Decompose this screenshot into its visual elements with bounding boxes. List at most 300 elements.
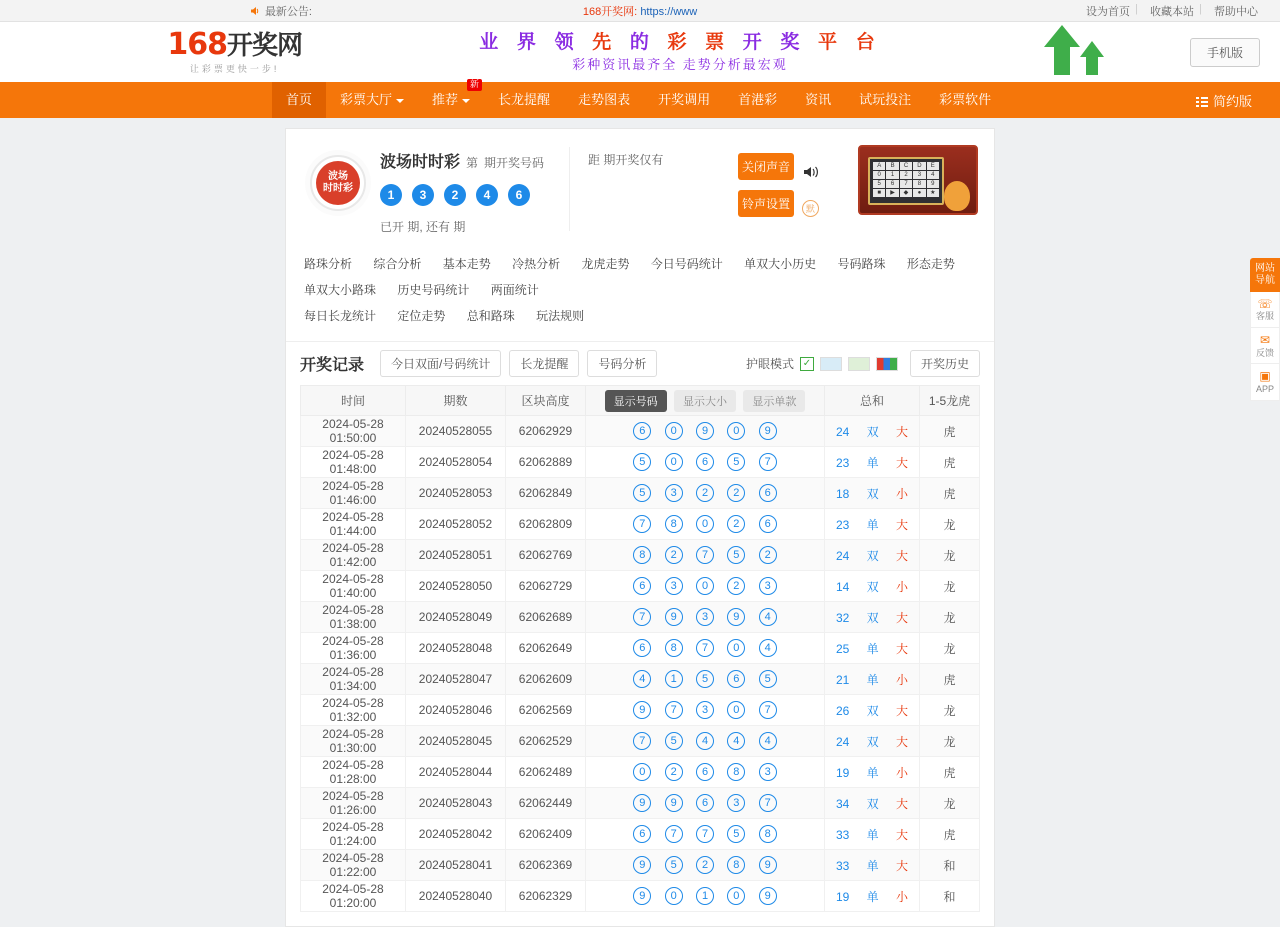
speaker-icon[interactable] [802, 164, 820, 180]
cell-numbers [586, 509, 825, 540]
size-value: 小 [896, 889, 909, 904]
pill-dragon-alert[interactable]: 长龙提醒 [509, 350, 579, 377]
cell-issue: 20240528046 [406, 695, 506, 726]
cell-issue: 20240528045 [406, 726, 506, 757]
cell-dragon-tiger: 和 [920, 850, 980, 881]
odd-even-value: 双 [866, 548, 879, 563]
result-ball: 5 [727, 546, 745, 564]
banner-char-9: 平 [818, 30, 844, 53]
nav-label: 彩票大厅 [340, 92, 393, 107]
result-ball: 9 [633, 856, 651, 874]
promo-cell: ● [913, 189, 925, 197]
record-table [300, 385, 980, 912]
sum-value: 33 [835, 827, 850, 842]
cell-time: 2024-05-28 01:48:00 [301, 447, 406, 478]
result-ball: 9 [759, 422, 777, 440]
cell-height: 62062409 [506, 819, 586, 850]
cell-height: 62062689 [506, 602, 586, 633]
result-ball: 7 [665, 825, 683, 843]
size-value: 大 [896, 455, 909, 470]
size-value: 小 [896, 579, 909, 594]
result-ball: 2 [665, 546, 683, 564]
promo-cell: ★ [927, 189, 939, 197]
table-row[interactable] [301, 447, 980, 478]
result-ball: 1 [696, 887, 714, 905]
result-ball: 6 [633, 422, 651, 440]
result-ball: 6 [759, 515, 777, 533]
dock-item-service[interactable] [1250, 292, 1280, 328]
draw-ball: 3 [412, 184, 434, 206]
header-banner [320, 31, 1040, 74]
help-center-link[interactable]: 帮助中心 [1214, 5, 1258, 18]
banner-char-6: 票 [705, 30, 731, 53]
nav-label: 长龙提醒 [498, 92, 551, 107]
result-ball: 6 [696, 763, 714, 781]
cell-time: 2024-05-28 01:26:00 [301, 788, 406, 819]
promo-cell: 1 [886, 171, 898, 179]
cell-dragon-tiger: 虎 [920, 664, 980, 695]
cell-numbers [586, 602, 825, 633]
link-history-number-stats[interactable]: 历史号码统计 [397, 283, 470, 297]
eye-mode-label: 护眼模式 [745, 357, 794, 371]
cell-numbers [586, 695, 825, 726]
link-basic-trend[interactable]: 基本走势 [442, 257, 491, 271]
cell-sum [825, 664, 920, 695]
cell-dragon-tiger: 龙 [920, 726, 980, 757]
theme-swatch-green[interactable] [848, 357, 870, 371]
odd-even-value: 双 [866, 424, 879, 439]
table-head [301, 386, 980, 416]
size-value: 大 [896, 796, 909, 811]
promo-banner[interactable] [858, 145, 978, 215]
result-ball: 8 [727, 763, 745, 781]
table-row[interactable] [301, 757, 980, 788]
result-ball: 1 [665, 670, 683, 688]
theme-swatch-blue[interactable] [820, 357, 842, 371]
theme-swatch-color[interactable] [876, 357, 898, 371]
sum-value: 26 [835, 703, 850, 718]
nav-label: 资讯 [805, 92, 832, 107]
toggle-show-numbers[interactable]: 显示号码 [605, 390, 667, 412]
table-row[interactable] [301, 509, 980, 540]
result-ball: 6 [696, 794, 714, 812]
result-ball: 8 [665, 515, 683, 533]
nav-label: 彩票软件 [939, 92, 992, 107]
result-ball: 6 [759, 484, 777, 502]
result-ball: 9 [665, 608, 683, 626]
announcement-text [312, 3, 968, 19]
nav-item-dragon-alert[interactable] [484, 82, 564, 118]
cell-numbers [586, 757, 825, 788]
result-ball: 3 [696, 701, 714, 719]
cell-time: 2024-05-28 01:24:00 [301, 819, 406, 850]
cell-numbers [586, 416, 825, 447]
cell-height: 62062649 [506, 633, 586, 664]
nav-item-software[interactable] [925, 82, 1005, 118]
topbar-links [968, 3, 1268, 19]
result-ball: 0 [696, 577, 714, 595]
cell-numbers [586, 540, 825, 571]
promo-cell: 6 [886, 180, 898, 188]
result-ball: 4 [759, 732, 777, 750]
nav-item-lottery-hall[interactable] [326, 82, 418, 118]
nav-item-home[interactable] [272, 82, 326, 118]
banner-char-4: 的 [629, 30, 655, 53]
dock-item-app[interactable] [1250, 364, 1280, 400]
size-value: 大 [896, 734, 909, 749]
dock-nav-line1: 网站 [1255, 263, 1275, 274]
result-ball: 3 [759, 763, 777, 781]
check-icon[interactable]: ✓ [800, 357, 814, 371]
banner-char-2: 领 [554, 30, 580, 53]
result-ball: 6 [633, 639, 651, 657]
result-ball: 0 [665, 453, 683, 471]
nav-item-api[interactable] [644, 82, 724, 118]
lottery-detail [380, 143, 565, 235]
cell-time: 2024-05-28 01:30:00 [301, 726, 406, 757]
cell-height: 62062369 [506, 850, 586, 881]
banner-char-8: 奖 [780, 30, 806, 53]
cell-height: 62062889 [506, 447, 586, 478]
promo-cell: 9 [927, 180, 939, 188]
cell-issue: 20240528043 [406, 788, 506, 819]
arrow-graphic [1040, 23, 1110, 81]
cell-dragon-tiger: 龙 [920, 695, 980, 726]
cell-sum [825, 571, 920, 602]
result-ball: 7 [759, 701, 777, 719]
dock-item-feedback[interactable] [1250, 328, 1280, 364]
cell-numbers [586, 478, 825, 509]
odd-even-value: 双 [866, 796, 879, 811]
result-ball: 0 [727, 639, 745, 657]
result-ball: 9 [727, 608, 745, 626]
promo-cell: ▶ [886, 189, 898, 197]
cell-time: 2024-05-28 01:44:00 [301, 509, 406, 540]
lottery-logo-line1: 波场 [328, 171, 348, 182]
lottery-logo [310, 155, 366, 211]
sound-off-row [738, 153, 858, 190]
result-ball: 5 [759, 670, 777, 688]
cell-sum [825, 726, 920, 757]
announcement-left [12, 3, 312, 19]
sum-value: 33 [835, 858, 850, 873]
link-hot-cold-analysis[interactable]: 冷热分析 [512, 257, 561, 271]
nav-label: 首页 [286, 92, 313, 107]
cell-height: 62062729 [506, 571, 586, 602]
result-ball: 2 [727, 484, 745, 502]
main-card [285, 128, 995, 927]
nav-item-trend-chart[interactable] [564, 82, 644, 118]
result-ball: 3 [727, 794, 745, 812]
cell-height: 62062329 [506, 881, 586, 912]
logo-area[interactable] [20, 26, 320, 75]
banner-char-10: 台 [855, 30, 881, 53]
cell-time: 2024-05-28 01:34:00 [301, 664, 406, 695]
table-row[interactable] [301, 726, 980, 757]
link-dragon-tiger-trend[interactable]: 龙虎走势 [581, 257, 630, 271]
table-row[interactable] [301, 819, 980, 850]
banner-char-7: 开 [742, 30, 768, 53]
mascot-icon [944, 181, 970, 211]
promo-cell: ■ [873, 189, 885, 197]
nav-item-recommend[interactable] [418, 79, 484, 118]
nav-item-news[interactable] [791, 82, 845, 118]
size-value: 小 [896, 765, 909, 780]
cell-numbers [586, 881, 825, 912]
dock-nav-button[interactable] [1250, 258, 1280, 292]
nav-label: 推荐 [432, 92, 459, 107]
promo-cell: C [900, 162, 912, 170]
promo-cell: 3 [913, 171, 925, 179]
toggle-show-odd-even[interactable]: 显示单款 [743, 390, 805, 412]
bookmark-link[interactable]: 收藏本站 | [1150, 3, 1204, 19]
headset-icon: ☏ [1257, 297, 1273, 311]
cell-sum [825, 447, 920, 478]
result-ball: 7 [759, 794, 777, 812]
mute-badge-icon[interactable]: 默 [802, 200, 819, 217]
col-numbers [586, 386, 825, 416]
result-ball: 2 [727, 577, 745, 595]
result-ball: 7 [696, 825, 714, 843]
cell-dragon-tiger: 龙 [920, 633, 980, 664]
mobile-version-button[interactable]: 手机版 [1190, 38, 1260, 67]
link-today-number-stats[interactable]: 今日号码统计 [650, 257, 723, 271]
promo-cell: B [886, 162, 898, 170]
grid-icon [1196, 95, 1208, 105]
cell-dragon-tiger: 龙 [920, 571, 980, 602]
cell-sum [825, 757, 920, 788]
draw-ball: 2 [444, 184, 466, 206]
logo-main [167, 26, 302, 62]
size-value: 大 [896, 424, 909, 439]
cell-issue: 20240528044 [406, 757, 506, 788]
link-position-trend[interactable]: 定位走势 [397, 309, 446, 323]
toggle-show-size[interactable]: 显示大小 [674, 390, 736, 412]
header-right [1110, 38, 1260, 67]
link-comprehensive-analysis[interactable]: 综合分析 [373, 257, 422, 271]
sum-value: 14 [835, 579, 850, 594]
cell-dragon-tiger: 龙 [920, 509, 980, 540]
sound-controls [738, 143, 858, 235]
cell-sum [825, 881, 920, 912]
cell-issue: 20240528042 [406, 819, 506, 850]
link-two-side-stats[interactable]: 两面统计 [490, 283, 539, 297]
pill-number-analysis[interactable]: 号码分析 [587, 350, 657, 377]
nav-label: 首港彩 [738, 92, 778, 107]
size-value: 大 [896, 641, 909, 656]
nav-label: 开奖调用 [658, 92, 711, 107]
site-logo[interactable] [167, 26, 302, 75]
announcement-url[interactable]: https://www [640, 5, 698, 18]
col-issue: 期数 [406, 386, 506, 416]
link-odd-even-size-history[interactable]: 单双大小历史 [744, 257, 817, 271]
cell-dragon-tiger: 龙 [920, 602, 980, 633]
simple-version-label: 简约版 [1212, 93, 1252, 109]
odd-even-value: 单 [866, 827, 879, 842]
cell-height: 62062529 [506, 726, 586, 757]
cell-dragon-tiger: 虎 [920, 447, 980, 478]
promo-cell: D [913, 162, 925, 170]
table-row[interactable] [301, 602, 980, 633]
lottery-logo-inner [316, 161, 360, 205]
pill-today-stats[interactable]: 今日双面/号码统计 [380, 350, 501, 377]
sum-value: 24 [835, 734, 850, 749]
result-ball: 5 [633, 453, 651, 471]
cell-numbers [586, 788, 825, 819]
sum-value: 18 [835, 486, 850, 501]
simple-version-toggle[interactable] [1196, 91, 1252, 110]
table-row[interactable] [301, 788, 980, 819]
table-row[interactable] [301, 571, 980, 602]
odd-even-value: 双 [866, 703, 879, 718]
result-ball: 4 [696, 732, 714, 750]
link-pattern-trend[interactable]: 形态走势 [906, 257, 955, 271]
set-homepage-link[interactable]: 设为首页 | [1086, 3, 1140, 19]
result-ball: 7 [696, 546, 714, 564]
result-ball: 4 [759, 639, 777, 657]
analysis-links [286, 245, 994, 341]
sum-value: 19 [835, 765, 850, 780]
size-value: 大 [896, 548, 909, 563]
table-row[interactable] [301, 416, 980, 447]
sum-value: 24 [835, 424, 850, 439]
link-daily-dragon-stats[interactable]: 每日长龙统计 [304, 309, 377, 323]
cell-dragon-tiger: 龙 [920, 788, 980, 819]
cell-dragon-tiger: 虎 [920, 416, 980, 447]
cell-sum [825, 478, 920, 509]
result-ball: 6 [696, 453, 714, 471]
draw-history-button[interactable]: 开奖历史 [910, 350, 980, 377]
sum-value: 19 [835, 889, 850, 904]
odd-even-value: 单 [866, 641, 879, 656]
chevron-down-icon [462, 99, 470, 103]
dock-item-label: 反馈 [1255, 347, 1274, 358]
cell-height: 62062489 [506, 757, 586, 788]
size-value: 小 [896, 672, 909, 687]
table-row[interactable] [301, 850, 980, 881]
link-sum-road[interactable]: 总和路珠 [466, 309, 515, 323]
table-row[interactable] [301, 633, 980, 664]
banner-char-3: 先 [592, 30, 618, 53]
nav-item-trial-bet[interactable] [845, 82, 925, 118]
result-ball: 2 [696, 484, 714, 502]
table-row[interactable] [301, 664, 980, 695]
promo-cell: ◆ [900, 189, 912, 197]
result-ball: 2 [696, 856, 714, 874]
sum-value: 23 [835, 517, 850, 532]
result-ball: 2 [759, 546, 777, 564]
sum-value: 24 [835, 548, 850, 563]
new-badge: 新 [467, 79, 482, 91]
cell-height: 62062569 [506, 695, 586, 726]
page-body [0, 118, 1280, 927]
sound-off-button[interactable]: 关闭声音 [738, 153, 794, 180]
dock-nav-line2: 导航 [1255, 275, 1275, 286]
cell-issue: 20240528052 [406, 509, 506, 540]
nav-items [0, 79, 1280, 118]
link-odd-even-size-road[interactable]: 单双大小路珠 [304, 283, 377, 297]
banner-line2: 彩种资讯最齐全 走势分析最宏观 [572, 57, 788, 73]
cell-dragon-tiger: 虎 [920, 757, 980, 788]
link-number-road[interactable]: 号码路珠 [837, 257, 886, 271]
cell-numbers [586, 850, 825, 881]
result-ball: 9 [633, 701, 651, 719]
col-sum: 总和 [825, 386, 920, 416]
link-road-analysis[interactable]: 路珠分析 [304, 257, 353, 271]
link-game-rules[interactable]: 玩法规则 [536, 309, 585, 323]
cell-numbers [586, 447, 825, 478]
cell-issue: 20240528051 [406, 540, 506, 571]
result-ball: 0 [665, 422, 683, 440]
sum-value: 21 [835, 672, 850, 687]
table-row[interactable] [301, 695, 980, 726]
cell-sum [825, 633, 920, 664]
cell-sum [825, 788, 920, 819]
announcement-label: 最新公告: [264, 5, 312, 18]
table-row[interactable] [301, 478, 980, 509]
cell-issue: 20240528054 [406, 447, 506, 478]
promo-cell: 8 [913, 180, 925, 188]
side-dock [1250, 258, 1280, 401]
cell-issue: 20240528041 [406, 850, 506, 881]
result-ball: 5 [665, 856, 683, 874]
size-value: 大 [896, 517, 909, 532]
table-row[interactable] [301, 881, 980, 912]
record-title: 开奖记录 [300, 357, 365, 374]
draw-ball: 6 [508, 184, 530, 206]
eye-mode-controls [746, 350, 980, 377]
result-ball: 7 [633, 732, 651, 750]
record-table-wrap [286, 385, 994, 926]
lottery-logo-line2: 时时彩 [323, 183, 353, 194]
countdown-label: 距 期开奖仅有 [588, 153, 664, 167]
result-ball: 7 [633, 608, 651, 626]
result-ball: 4 [759, 608, 777, 626]
record-toolbar [286, 341, 994, 385]
cell-numbers [586, 633, 825, 664]
result-ball: 3 [665, 577, 683, 595]
table-row[interactable] [301, 540, 980, 571]
size-value: 大 [896, 858, 909, 873]
cell-time: 2024-05-28 01:28:00 [301, 757, 406, 788]
cell-sum [825, 509, 920, 540]
nav-item-hk-lottery[interactable] [724, 82, 791, 118]
logo-cn: 开奖网 [226, 30, 302, 61]
result-ball: 6 [633, 825, 651, 843]
cell-time: 2024-05-28 01:50:00 [301, 416, 406, 447]
cell-time: 2024-05-28 01:22:00 [301, 850, 406, 881]
analysis-links-row1 [304, 251, 976, 303]
cell-dragon-tiger: 虎 [920, 478, 980, 509]
cell-dragon-tiger: 和 [920, 881, 980, 912]
promo-board [868, 157, 944, 205]
result-ball: 5 [696, 670, 714, 688]
cell-time: 2024-05-28 01:38:00 [301, 602, 406, 633]
result-ball: 0 [727, 422, 745, 440]
cell-issue: 20240528047 [406, 664, 506, 695]
cell-height: 62062769 [506, 540, 586, 571]
sound-settings-button[interactable]: 铃声设置 [738, 190, 794, 217]
promo-cell: A [873, 162, 885, 170]
promo-cell: 4 [927, 171, 939, 179]
odd-even-value: 双 [866, 610, 879, 625]
promo-cell: E [927, 162, 939, 170]
analysis-links-row2 [304, 303, 976, 329]
cell-sum [825, 540, 920, 571]
odd-even-value: 单 [866, 455, 879, 470]
table-body [301, 416, 980, 912]
issue-prefix: 第 [466, 156, 479, 170]
